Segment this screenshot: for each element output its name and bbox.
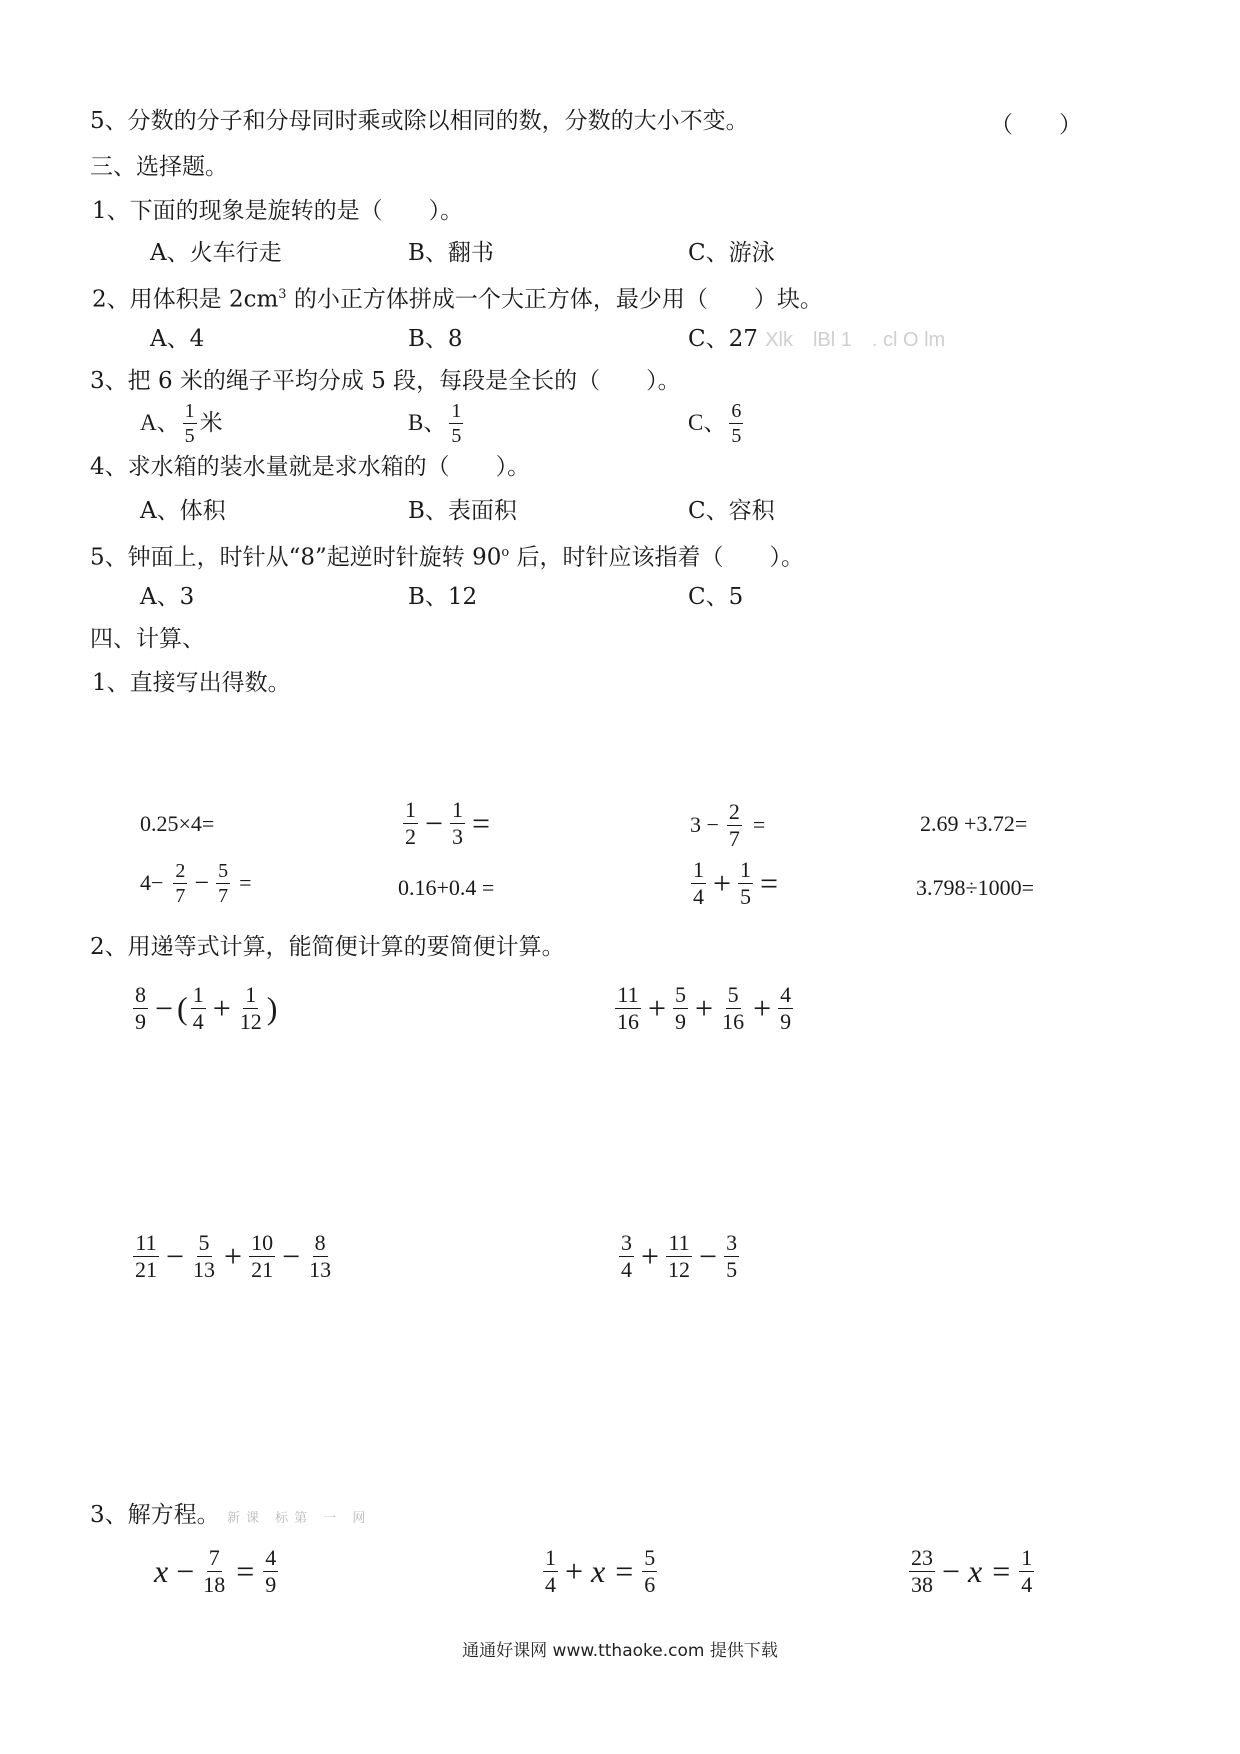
fraction: $\frac{8}{13}$ (309, 1229, 332, 1282)
fraction: $\frac{1}{4}$ (545, 1544, 556, 1597)
fraction: $\frac{8}{9}$ (135, 981, 146, 1034)
choice-q4-stem: 4、求水箱的装水量就是求水箱的（ ）。 (90, 454, 531, 480)
fraction: $\frac{11}{16}$ (617, 981, 639, 1034)
fraction: $\frac{1}{12}$ (239, 981, 262, 1034)
fraction: $\frac{23}{38}$ (911, 1544, 933, 1597)
choice-q1-option-c: C、游泳 (688, 240, 775, 266)
fraction: $\frac{1}{4}$ (1021, 1544, 1033, 1597)
option-b-prefix: B、 (408, 410, 447, 435)
fraction: $\frac{1}{4}$ (693, 856, 704, 909)
degree-sup: o (501, 545, 510, 560)
fraction: $\frac{11}{12}$ (668, 1229, 691, 1282)
fraction: $\frac{1}{3}$ (452, 796, 464, 849)
fraction: $\frac{1}{5}$ (451, 399, 462, 447)
operand: 3 − (690, 812, 719, 837)
variable-x: x (591, 1552, 606, 1589)
operator: + (753, 989, 772, 1026)
tf-answer-blank: （ ） (990, 112, 1082, 138)
operator: + (565, 1552, 584, 1589)
equals-sign: = (752, 812, 766, 837)
operator: + (713, 864, 732, 901)
choice-q2-cube-sup: 3 (278, 287, 287, 302)
operator: − (166, 1237, 185, 1274)
section-3-title: 三、选择题。 (90, 154, 228, 180)
fraction: $\frac{3}{5}$ (726, 1229, 738, 1282)
section-4-title: 四、计算、 (90, 626, 205, 652)
choice-q5-option-a: A、3 (140, 584, 195, 610)
operator: + (212, 989, 231, 1026)
left-paren: ( (177, 989, 188, 1026)
choice-q4-option-a: A、体积 (140, 498, 226, 524)
operator: − (699, 1237, 718, 1274)
equals-sign: = (992, 1552, 1011, 1589)
choice-q3-stem: 3、把 6 米的绳子平均分成 5 段，每段是全长的（ ）。 (90, 368, 681, 394)
stepwise-problem-4 (616, 1228, 742, 1284)
choice-q3-option-b (408, 398, 466, 448)
equals-sign: = (236, 1552, 255, 1589)
calc-3-title (90, 1500, 371, 1534)
operator: − (176, 1552, 195, 1589)
operator: + (224, 1237, 243, 1274)
fraction: $\frac{5}{13}$ (193, 1229, 216, 1282)
choice-q2-option-c (688, 324, 945, 355)
fraction: $\frac{6}{5}$ (731, 399, 742, 447)
calc-3-title-text: 3、解方程。 (90, 1502, 220, 1528)
choice-q2-stem-pre: 2、用体积是 2cm (92, 286, 279, 313)
option-a-unit: 米 (199, 410, 223, 435)
option-c-prefix: C、 (688, 410, 727, 435)
stepwise-problem-3 (130, 1228, 336, 1284)
fraction: $\frac{4}{9}$ (780, 981, 792, 1034)
fraction: $\frac{10}{21}$ (251, 1229, 274, 1282)
operand: 4− (140, 870, 164, 895)
choice-q3-option-a (140, 398, 223, 448)
equals-sign: = (239, 870, 252, 895)
choice-q4-option-b: B、表面积 (408, 498, 517, 524)
fraction: $\frac{5}{7}$ (218, 859, 229, 907)
fraction: $\frac{1}{2}$ (405, 796, 416, 849)
choice-q4-option-c: C、容积 (688, 498, 775, 524)
choice-q5-stem-pre: 5、钟面上，时针从“8”起逆时针旋转 90 (90, 544, 502, 571)
choice-q2-stem-post: 的小正方体拼成一个大正方体，最少用（ ）块。 (286, 286, 823, 313)
choice-q2-option-a: A、4 (150, 326, 205, 352)
fraction: $\frac{5}{6}$ (644, 1544, 656, 1597)
oral-calc-e8: 3.798÷1000= (916, 875, 1034, 900)
choice-q5-option-b: B、12 (408, 584, 478, 610)
choice-q2-stem (92, 280, 823, 315)
fraction: $\frac{4}{9}$ (265, 1544, 277, 1597)
fraction: $\frac{3}{4}$ (621, 1229, 632, 1282)
oral-calc-e5 (140, 858, 252, 908)
fraction: $\frac{1}{5}$ (740, 856, 752, 909)
stepwise-problem-2 (612, 980, 796, 1036)
stepwise-problem-1 (130, 980, 277, 1036)
oral-calc-e3 (690, 800, 765, 850)
faint-watermark-text: 新课 标第 一 网 (226, 1511, 372, 1526)
operator: − (282, 1237, 301, 1274)
tf-question-5 (90, 106, 749, 136)
choice-q1-stem: 1、下面的现象是旋转的是（ ）。 (92, 198, 464, 224)
operator: + (695, 989, 714, 1026)
choice-q5-stem (90, 538, 804, 573)
oral-calc-e1: 0.25×4= (140, 811, 215, 836)
oral-calc-e7 (688, 858, 782, 908)
fraction: $\frac{11}{21}$ (135, 1229, 157, 1282)
choice-q2-option-c-text: C、27 (688, 326, 758, 352)
operator: − (194, 868, 210, 897)
calc-2-title: 2、用递等式计算，能简便计算的要简便计算。 (90, 934, 565, 960)
choice-q1-option-b: B、翻书 (408, 240, 494, 266)
calc-1-title: 1、直接写出得数。 (92, 670, 291, 696)
fraction: $\frac{7}{18}$ (203, 1544, 226, 1597)
tf-question-5-text: 5、分数的分子和分母同时乘或除以相同的数，分数的大小不变。 (90, 108, 749, 134)
variable-x: x (968, 1552, 983, 1589)
fraction: $\frac{1}{4}$ (192, 981, 204, 1034)
choice-q1-option-a: A、火车行走 (150, 240, 282, 266)
scan-noise-text: Xlk lBl 1 . cl O lm (765, 329, 946, 351)
operator: + (648, 989, 667, 1026)
operator: + (641, 1237, 660, 1274)
fraction: $\frac{5}{16}$ (722, 981, 745, 1034)
equation-1 (150, 1540, 281, 1602)
choice-q5-stem-post: 后，时针应该指着（ ）。 (509, 544, 805, 571)
equals-sign: = (472, 804, 491, 841)
oral-calc-e6: 0.16+0.4 = (398, 875, 495, 900)
equals-sign: = (615, 1552, 634, 1589)
equation-2 (540, 1540, 660, 1602)
right-paren: ) (266, 989, 278, 1026)
option-a-prefix: A、 (140, 410, 180, 435)
operator: − (425, 804, 444, 841)
oral-calc-e4: 2.69 +3.72= (920, 811, 1028, 836)
choice-q2-option-b: B、8 (408, 326, 463, 352)
variable-x: x (154, 1552, 169, 1589)
operator: − (155, 989, 174, 1026)
oral-calc-e2 (400, 798, 494, 848)
operator: − (942, 1552, 961, 1589)
choice-q5-option-c: C、5 (688, 584, 744, 610)
fraction: $\frac{1}{5}$ (184, 399, 195, 447)
equals-sign: = (760, 864, 779, 901)
fraction: $\frac{2}{7}$ (175, 859, 186, 907)
equation-3 (906, 1540, 1037, 1602)
fraction: $\frac{5}{9}$ (675, 981, 687, 1034)
page-footer: 通通好课网 www.tthaoke.com 提供下载 (462, 1641, 778, 1661)
fraction: $\frac{2}{7}$ (728, 798, 740, 851)
choice-q3-option-c (688, 398, 746, 448)
